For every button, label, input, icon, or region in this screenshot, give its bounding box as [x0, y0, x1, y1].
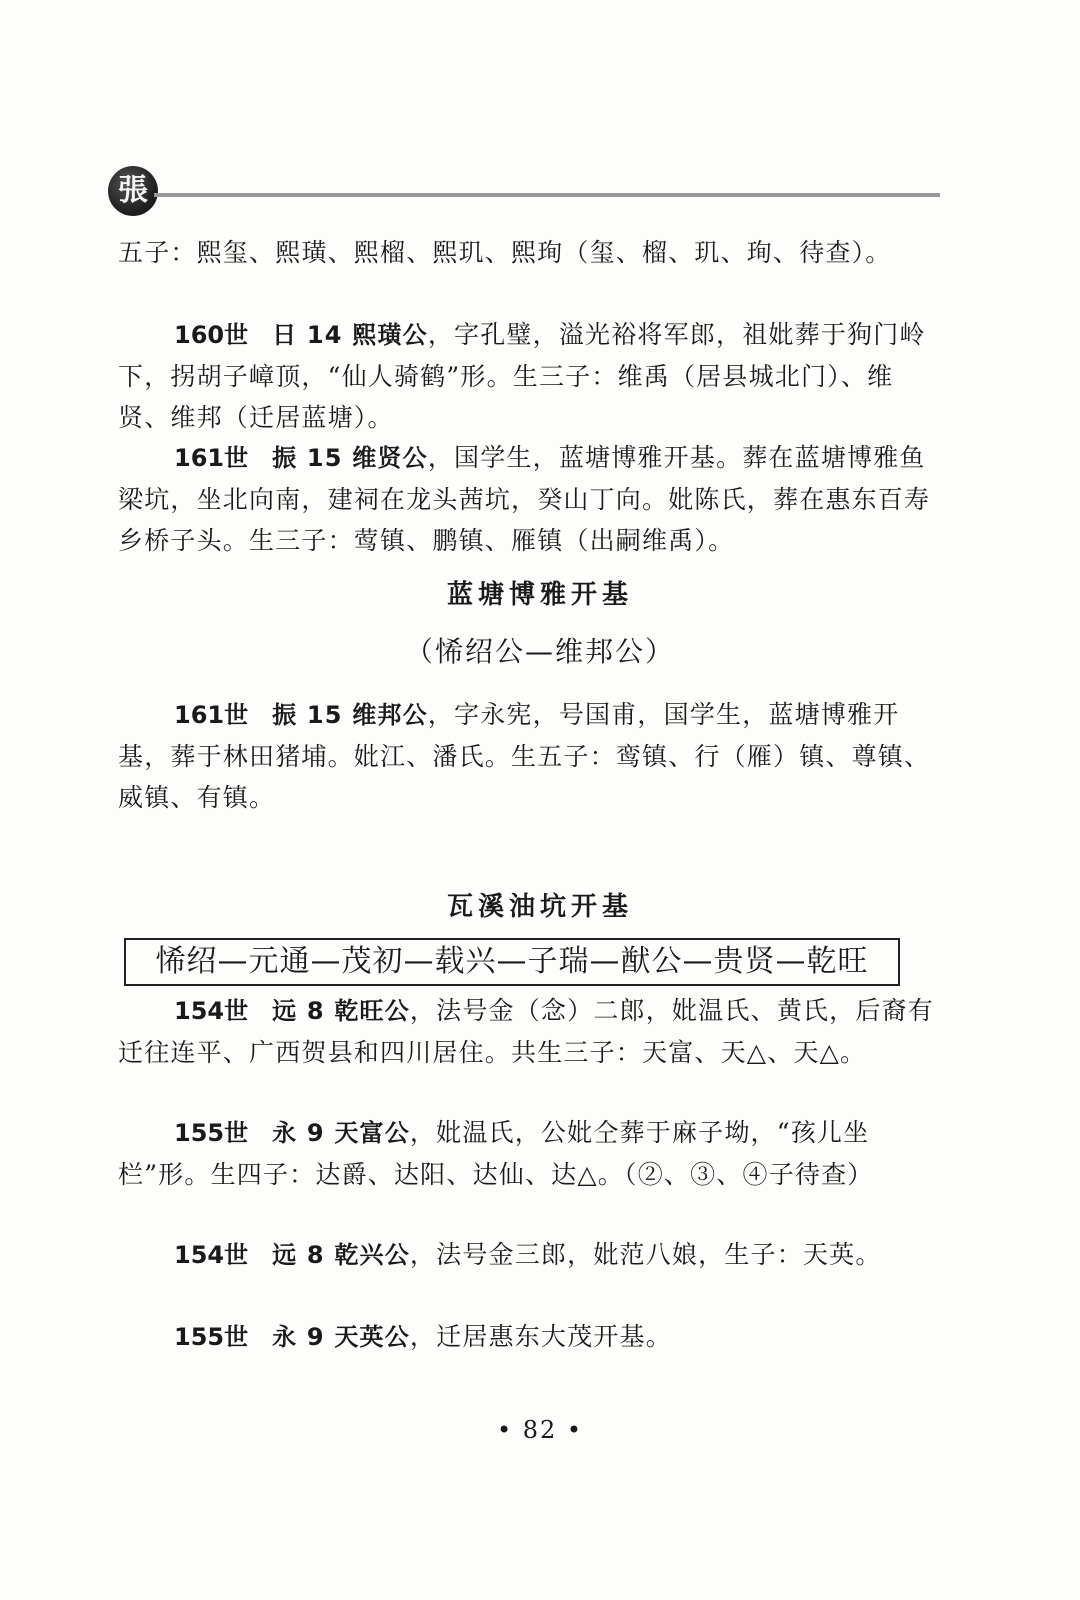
- entry-text: ，迁居惠东大茂开基。: [409, 1322, 672, 1351]
- entry-text: ，法号金（念）二郎，妣温氏、黄氏，后裔有迁往连平、广西贺县和四川居住。共生三子：天富、天△、天△。: [118, 996, 934, 1067]
- paragraph-five-sons: 五子：熙玺、熙璜、熙榴、熙玑、熙珣（玺、榴、玑、珣、待查）。: [118, 238, 892, 267]
- generation-label: 155世: [174, 1323, 249, 1351]
- entry-160-xihuang: [118, 314, 938, 438]
- entry-154-qianwang: [118, 990, 938, 1073]
- person-name: 振 15 维邦公: [272, 701, 428, 729]
- header-rule: [154, 193, 940, 197]
- entry-161-weixian: [118, 437, 938, 561]
- section-subtitle-lantang: （悕绍公—维邦公）: [404, 635, 675, 668]
- section-title-lantang: 蓝塘博雅开基: [446, 580, 633, 610]
- entry-155-tianfu: [118, 1112, 938, 1195]
- page-header: [108, 166, 940, 226]
- generation-label: 154世: [174, 1241, 249, 1269]
- entry-155-tianying: [118, 1316, 938, 1358]
- zhang-clan-logo: 張: [108, 166, 158, 216]
- person-name: 振 15 维贤公: [272, 444, 428, 472]
- section-title-waxi: 瓦溪油坑开基: [446, 892, 633, 922]
- person-name: 永 9 天英公: [272, 1323, 410, 1351]
- generation-label: 161世: [174, 701, 249, 729]
- generation-label: 154世: [174, 997, 249, 1025]
- generation-label: 161世: [174, 444, 249, 472]
- person-name: 永 9 天富公: [272, 1119, 410, 1147]
- entry-text: ，妣温氏，公妣仝葬于麻子坳，“孩儿坐栏”形。生四子：达爵、达阳、达仙、达△。（②、③、④子待查）: [118, 1118, 874, 1189]
- page-number: • 82 •: [496, 1416, 584, 1444]
- entry-text: ，国学生，蓝塘博雅开基。葬在蓝塘博雅鱼梁坑，坐北向南，建祠在龙头茜坑，癸山丁向。妣陈氏，葬在惠东百寿乡桥子头。生三子：莺镇、鹏镇、雁镇（出嗣维禹）。: [118, 443, 931, 555]
- person-name: 日 14 熙璜公: [272, 321, 428, 349]
- person-name: 远 8 乾旺公: [272, 997, 410, 1025]
- entry-154-qianxing: [118, 1234, 938, 1276]
- entry-161-weibang: [118, 694, 938, 818]
- entry-text: ，字孔璧，溢光裕将军郎，祖妣葬于狗门岭下，拐胡子嶂顶，“仙人骑鹤”形。生三子：维禹（居县城北门）、维贤、维邦（迁居蓝塘）。: [118, 320, 926, 432]
- generation-label: 155世: [174, 1119, 249, 1147]
- entry-text: ，法号金三郎，妣范八娘，生子：天英。: [409, 1240, 882, 1269]
- lineage-box: 悕绍—元通—茂初—载兴—子瑞—猷公—贵贤—乾旺: [124, 938, 900, 986]
- person-name: 远 8 乾兴公: [272, 1241, 410, 1269]
- generation-label: 160世: [174, 321, 249, 349]
- entry-text: ，字永宪，号国甫，国学生，蓝塘博雅开基，葬于林田猪埔。妣江、潘氏。生五子：鸾镇、行（雁）镇、尊镇、威镇、有镇。: [118, 700, 931, 812]
